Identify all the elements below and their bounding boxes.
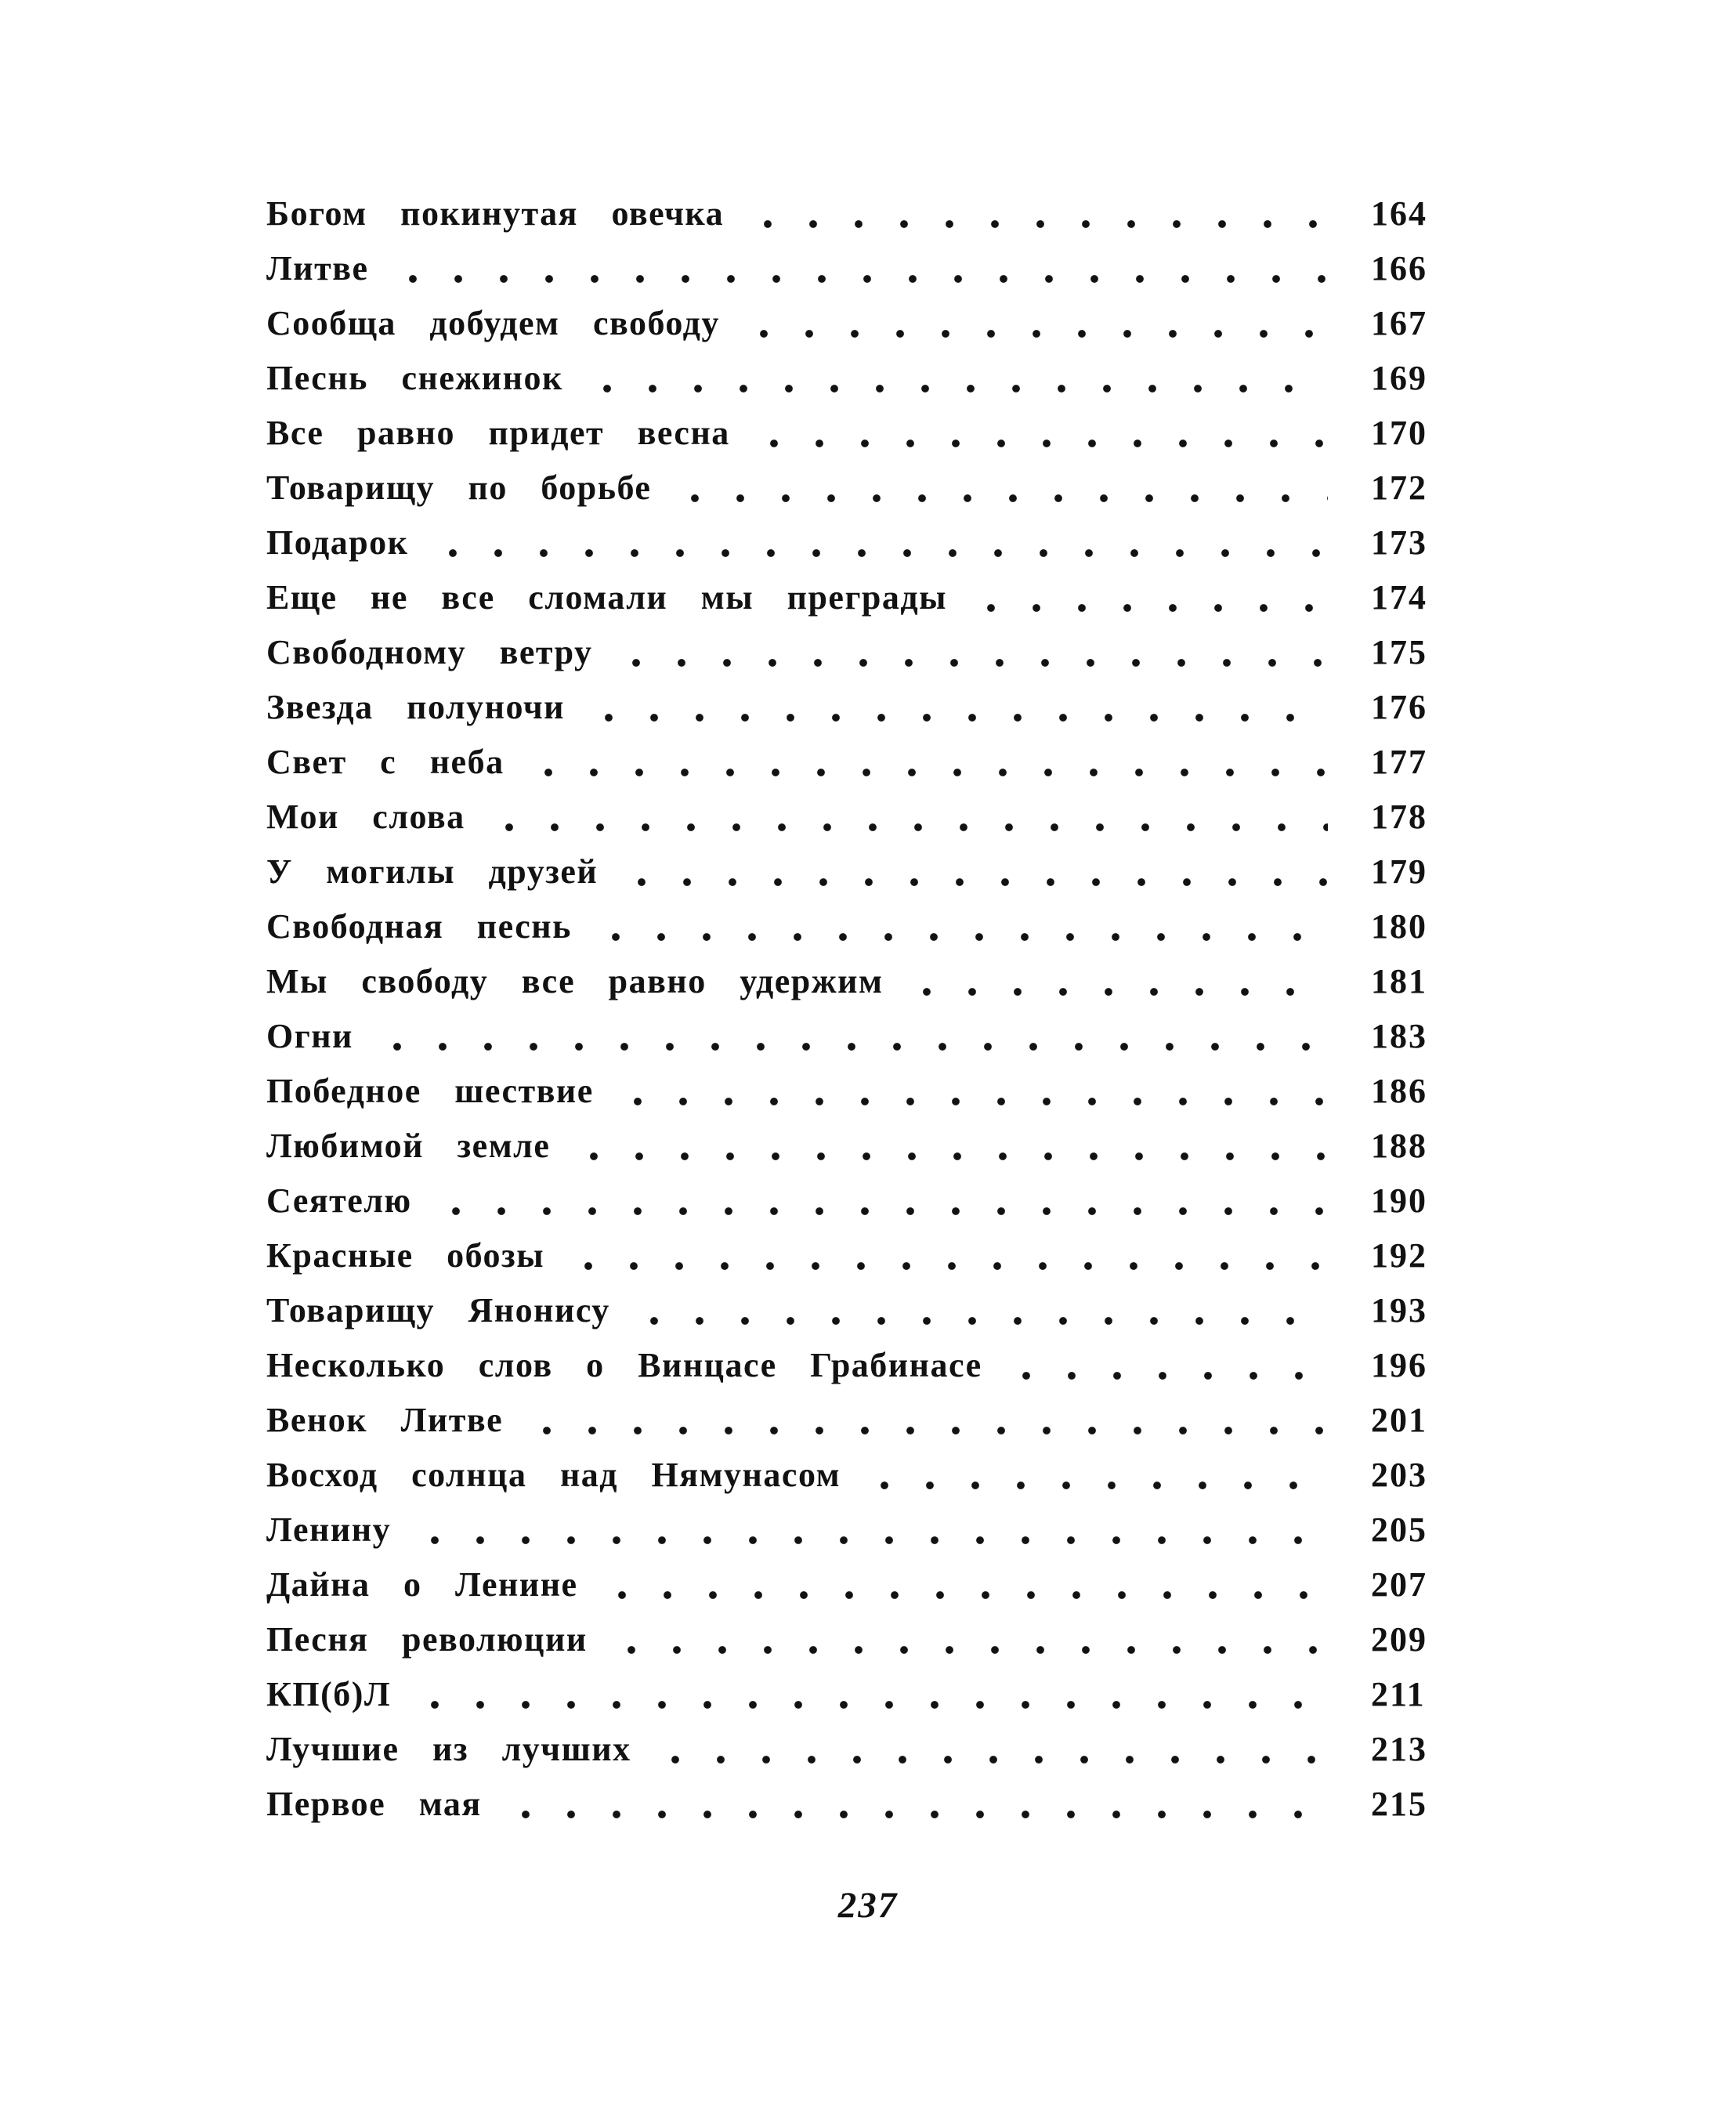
dot-leader — [880, 1458, 1328, 1492]
toc-entry-title: Звезда полуночи — [266, 688, 565, 726]
toc-entry-title: Мы свободу все равно удержим — [266, 962, 884, 1000]
toc-entry — [266, 954, 1473, 1009]
dot-leader — [769, 416, 1328, 450]
toc-entry — [266, 625, 1473, 680]
dot-leader — [671, 1732, 1328, 1767]
dot-leader — [589, 1129, 1328, 1163]
dot-leader — [627, 1623, 1328, 1657]
dot-leader — [521, 1787, 1328, 1822]
toc-entry-page: 213 — [1371, 1730, 1427, 1768]
toc-entry — [266, 296, 1473, 351]
dot-leader — [392, 1019, 1328, 1054]
page-number: 237 — [837, 1885, 899, 1926]
toc-entry — [266, 1557, 1473, 1612]
toc-entry — [266, 461, 1473, 516]
dot-leader — [649, 1293, 1328, 1328]
toc-entry — [266, 1283, 1473, 1338]
toc-entry — [266, 845, 1473, 899]
dot-leader — [604, 690, 1328, 725]
dot-leader — [759, 306, 1328, 341]
toc-entry-title: Дайна о Ленине — [266, 1565, 578, 1604]
toc-entry-page: 173 — [1371, 523, 1427, 562]
toc-entry-title: Победное шествие — [266, 1072, 594, 1110]
toc-entry-page: 193 — [1371, 1291, 1427, 1330]
toc-entry-page: 188 — [1371, 1127, 1427, 1165]
toc-entry — [266, 735, 1473, 790]
toc-entry-title: Свободная песнь — [266, 907, 572, 946]
dot-leader — [505, 800, 1328, 834]
toc-entry-title: Первое мая — [266, 1785, 482, 1823]
dot-leader — [637, 855, 1328, 889]
toc-entry-title: Венок Литве — [266, 1401, 504, 1439]
toc-entry — [266, 899, 1473, 954]
dot-leader — [451, 1184, 1328, 1218]
toc-entry — [266, 1777, 1473, 1832]
toc-entry — [266, 1722, 1473, 1777]
toc-entry-title: Мои слова — [266, 798, 465, 836]
dot-leader — [430, 1677, 1328, 1712]
toc-entry-title: Любимой земле — [266, 1127, 551, 1165]
toc-entry-page: 175 — [1371, 633, 1427, 671]
toc-entry — [266, 790, 1473, 845]
toc-entry-title: Товарищу по борьбе — [266, 468, 652, 507]
toc-entry — [266, 351, 1473, 406]
toc-entry-title: У могилы друзей — [266, 852, 599, 891]
toc-entry-title: Сеятелю — [266, 1181, 412, 1220]
toc-entry-title: Несколько слов о Винцасе Грабинасе — [266, 1346, 982, 1384]
toc-entry — [266, 1228, 1473, 1283]
toc-entry — [266, 1393, 1473, 1448]
toc-entry-page: 170 — [1371, 414, 1427, 452]
dot-leader — [922, 964, 1328, 999]
toc-entry-title: Все равно придет весна — [266, 414, 730, 452]
toc-entry-page: 203 — [1371, 1456, 1427, 1494]
toc-entry-page: 215 — [1371, 1785, 1427, 1823]
dot-leader — [986, 581, 1328, 615]
toc-entry — [266, 1503, 1473, 1557]
toc-entry — [266, 570, 1473, 625]
toc-entry-title: КП(б)Л — [266, 1675, 392, 1713]
toc-entry — [266, 406, 1473, 461]
toc-entry-page: 181 — [1371, 962, 1427, 1000]
toc-entry-page: 192 — [1371, 1236, 1427, 1275]
dot-leader — [542, 1403, 1328, 1438]
toc-list — [266, 186, 1473, 1832]
toc-entry-title: Огни — [266, 1017, 353, 1055]
toc-entry-page: 211 — [1371, 1675, 1426, 1713]
toc-entry-title: Ленину — [266, 1510, 392, 1549]
toc-entry-title: Свет с неба — [266, 743, 505, 781]
dot-leader — [611, 910, 1328, 944]
toc-entry-page: 179 — [1371, 852, 1427, 891]
toc-entry — [266, 1064, 1473, 1119]
toc-entry-title: Песнь снежинок — [266, 359, 563, 397]
dot-leader — [408, 251, 1328, 286]
toc-entry — [266, 241, 1473, 296]
toc-entry-title: Подарок — [266, 523, 409, 562]
toc-entry-title: Красные обозы — [266, 1236, 545, 1275]
dot-leader — [633, 1074, 1328, 1109]
toc-entry-page: 196 — [1371, 1346, 1427, 1384]
toc-entry — [266, 1338, 1473, 1393]
dot-leader — [617, 1568, 1328, 1602]
dot-leader — [602, 361, 1328, 396]
toc-entry-page: 177 — [1371, 743, 1427, 781]
toc-entry-page: 167 — [1371, 304, 1427, 342]
toc-entry-page: 190 — [1371, 1181, 1427, 1220]
toc-entry — [266, 680, 1473, 735]
dot-leader — [430, 1513, 1328, 1547]
toc-entry-title: Лучшие из лучших — [266, 1730, 631, 1768]
toc-entry-title: Богом покинутая овечка — [266, 194, 725, 233]
toc-entry — [266, 1119, 1473, 1174]
dot-leader — [1022, 1348, 1328, 1383]
toc-entry-title: Свободному ветру — [266, 633, 593, 671]
dot-leader — [631, 635, 1328, 670]
dot-leader — [584, 1239, 1328, 1273]
toc-entry — [266, 1174, 1473, 1228]
toc-entry — [266, 1612, 1473, 1667]
toc-entry-page: 166 — [1371, 249, 1427, 288]
toc-entry-title: Песня революции — [266, 1620, 588, 1659]
toc-entry-page: 207 — [1371, 1565, 1427, 1604]
toc-entry-page: 169 — [1371, 359, 1427, 397]
toc-entry-page: 205 — [1371, 1510, 1427, 1549]
toc-entry-page: 172 — [1371, 468, 1427, 507]
toc-entry-page: 180 — [1371, 907, 1427, 946]
toc-entry-page: 176 — [1371, 688, 1427, 726]
toc-entry-page: 186 — [1371, 1072, 1427, 1110]
dot-leader — [544, 745, 1328, 780]
toc-entry-page: 201 — [1371, 1401, 1427, 1439]
toc-entry-title: Восход солнца над Нямунасом — [266, 1456, 841, 1494]
toc-entry-title: Сообща добудем свободу — [266, 304, 720, 342]
dot-leader — [763, 197, 1328, 231]
toc-entry-page: 209 — [1371, 1620, 1427, 1659]
toc-entry-page: 174 — [1371, 578, 1427, 617]
toc-entry-page: 164 — [1371, 194, 1427, 233]
dot-leader — [690, 471, 1328, 505]
toc-entry-page: 183 — [1371, 1017, 1427, 1055]
toc-entry-title: Литве — [266, 249, 369, 288]
toc-entry-title: Еще не все сломали мы преграды — [266, 578, 948, 617]
toc-entry — [266, 186, 1473, 241]
toc-entry — [266, 1667, 1473, 1722]
toc-entry — [266, 1448, 1473, 1503]
toc-entry-page: 178 — [1371, 798, 1427, 836]
toc-entry — [266, 516, 1473, 570]
toc-entry — [266, 1009, 1473, 1064]
dot-leader — [448, 526, 1328, 560]
toc-entry-title: Товарищу Янонису — [266, 1291, 610, 1330]
